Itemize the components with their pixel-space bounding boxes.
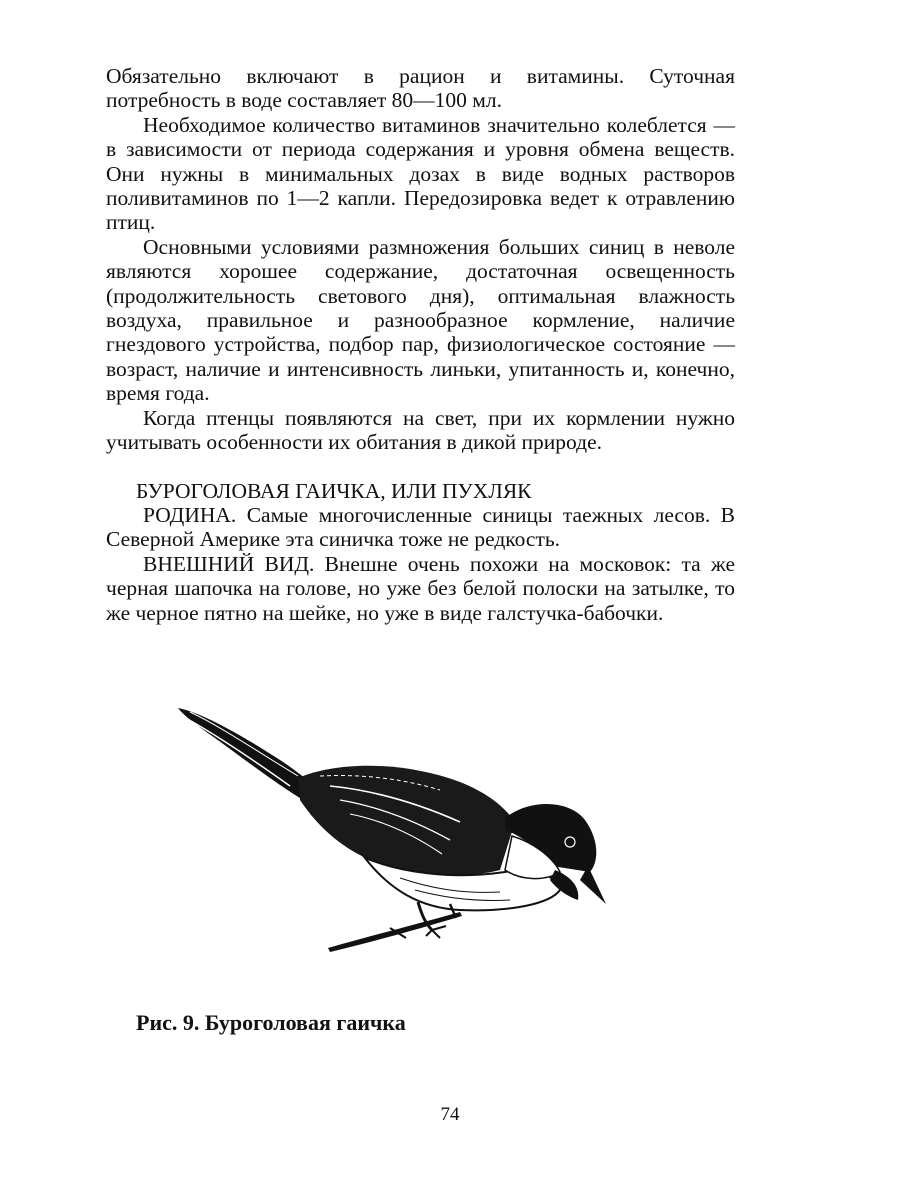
page-number: 74: [440, 1104, 460, 1125]
bird-figure: [160, 690, 620, 960]
paragraph-2: Необходимое количество витаминов значительно колеблется — в зависимости от периода содержания и уровня обмена веществ. Они нужны в минимальных дозах в виде водных растворов поливитаминов по 1—2 капли. Передозировка ведет к отравлению птиц.: [106, 112, 735, 235]
paragraph-1: Обязательно включают в рацион и витамины. Суточная потребность в воде составляет 80—100 мл.: [106, 64, 735, 113]
willow-tit-illustration-icon: [160, 690, 620, 960]
figure-caption: Рис. 9. Буроголовая гаичка: [136, 1010, 406, 1035]
section-heading: БУРОГОЛОВАЯ ГАИЧКА, ИЛИ ПУХЛЯК: [136, 478, 532, 503]
section-paragraph-2: ВНЕШНИЙ ВИД. Внешне очень похожи на московок: та же черная шапочка на голове, но уже без белой полоски на затылке, то же черное пятно на шейке, но уже в виде галстучка-бабочки.: [106, 551, 735, 625]
paragraph-4: Когда птенцы появляются на свет, при их кормлении нужно учитывать особенности их обитания в дикой природе.: [106, 405, 735, 455]
section-paragraph-1: РОДИНА. Самые многочисленные синицы таежных лесов. В Северной Америке эта синичка тоже не редкость.: [106, 502, 735, 552]
paragraph-3: Основными условиями размножения больших синиц в неволе являются хорошее содержание, достаточная освещенность (продолжительность светового дня), оптимальная влажность воздуха, правильное и разнообразное кормление, наличие гнездового устройства, подбор пар, физиологическое состояние — возраст, наличие и интенсивность линьки, упитанность и, конечно, время года.: [106, 234, 735, 406]
body-text: [106, 64, 735, 625]
